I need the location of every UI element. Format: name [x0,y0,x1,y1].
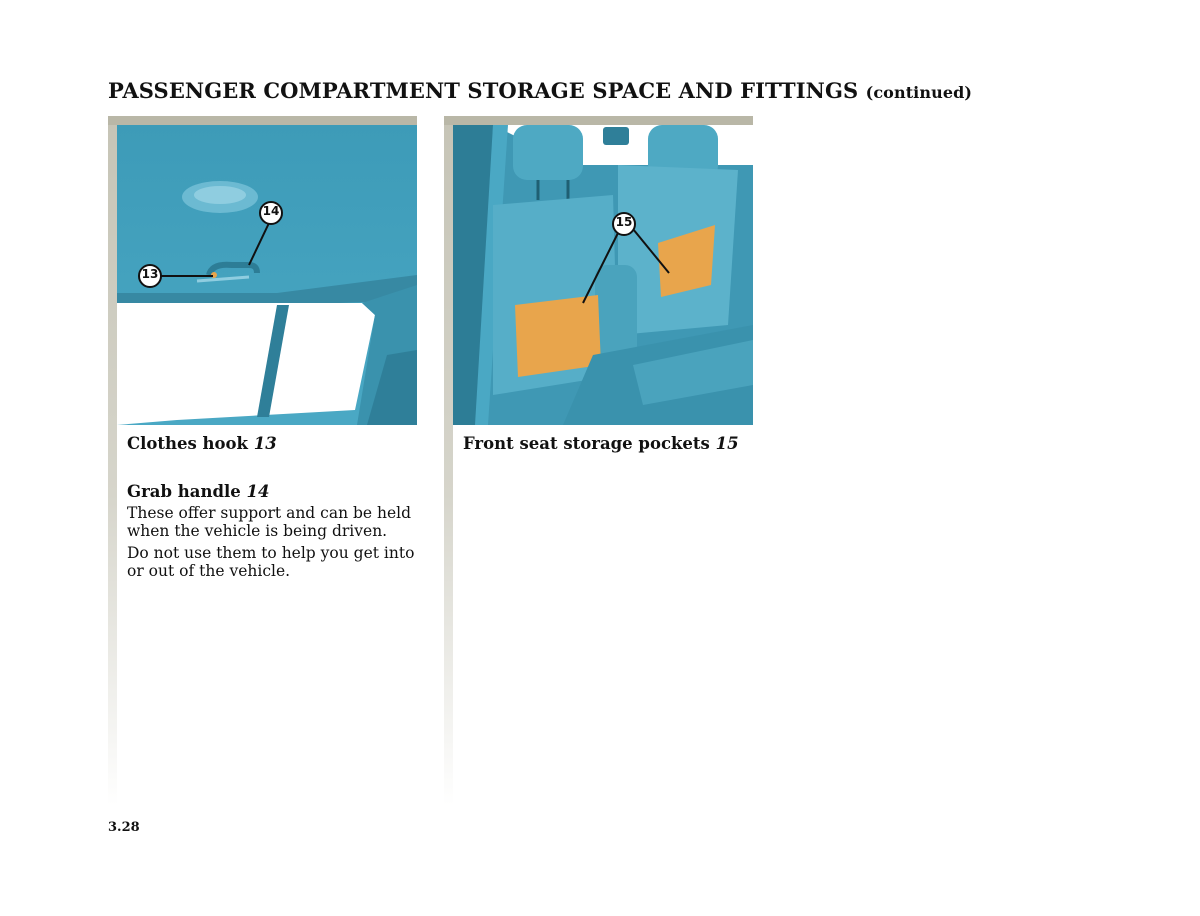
left-photo-top-band [108,116,417,125]
page-number: 3.28 [108,820,140,835]
grab-handle-label: Grab handle [127,482,241,501]
clothes-hook-label: Clothes hook [127,434,248,453]
seat-pockets-photo [453,125,753,425]
seat-pocket-left [515,295,601,377]
callout-13-label: 13 [141,267,159,281]
seat-pockets-illustration [453,125,753,425]
grab-handle-illustration [117,125,417,425]
page-title-text: PASSENGER COMPARTMENT STORAGE SPACE AND FITTINGS [108,78,859,103]
right-column-bar [444,116,453,806]
headrest-left [513,125,583,180]
seat-pockets-label: Front seat storage pockets [463,434,710,453]
callout-15-label: 15 [615,215,633,229]
grab-handle-paragraph-2: Do not use them to help you get into or out of the vehicle. [127,544,415,580]
grab-handle-ref: 14 [246,482,270,501]
grab-handle-paragraph-1: These offer support and can be held when the vehicle is being driven. [127,504,412,540]
seat-pockets-heading [463,434,739,453]
callout-14-label: 14 [262,204,280,218]
page-title-suffix: (continued) [865,83,973,102]
clothes-hook-ref: 13 [253,434,277,453]
grab-handle-photo [117,125,417,425]
clothes-hook-heading [127,434,277,453]
right-photo-top-band [444,116,753,125]
left-column-bar [108,116,117,806]
seat-pockets-ref: 15 [715,434,739,453]
grab-handle-heading [127,482,269,501]
side-window-shape [117,303,375,425]
page-title [108,78,972,103]
mirror-shape [603,127,629,145]
